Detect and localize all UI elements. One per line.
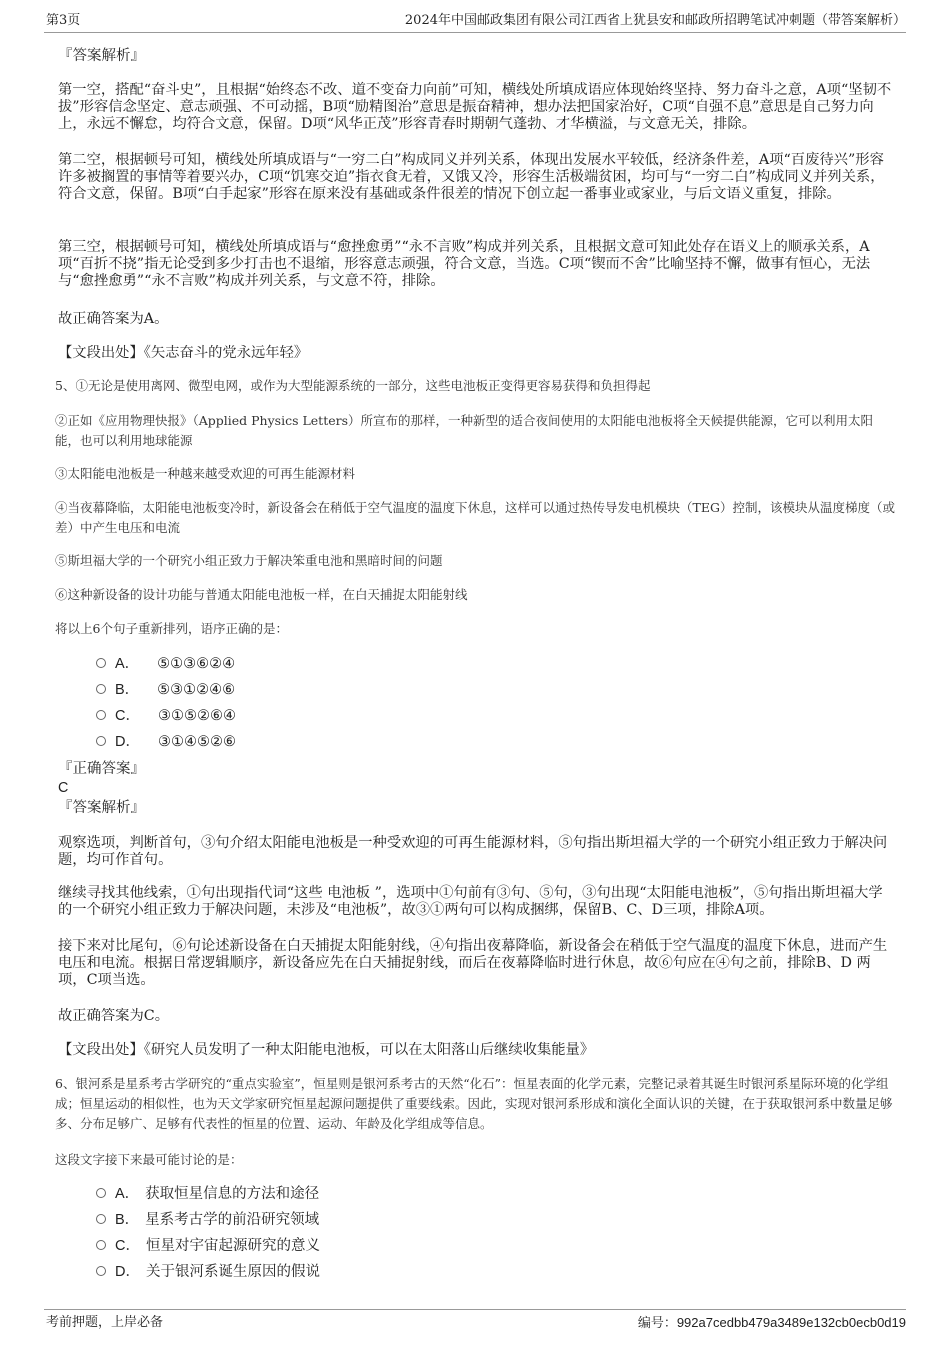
q5-analysis-p1: 观察选项，判断首句，③句介绍太阳能电池板是一种受欢迎的可再生能源材料，⑤句指出斯坦福大学的一个研究小组正致力于解决问题，均可作首句。	[58, 835, 888, 868]
q4-analysis-label: 『答案解析』	[58, 48, 145, 64]
q5-prompt: 将以上6个句子重新排列，语序正确的是：	[55, 621, 288, 636]
radio-icon[interactable]	[96, 736, 106, 746]
q5-sentence-5: ⑤斯坦福大学的一个研究小组正致力于解决笨重电池和黑暗时间的问题	[55, 553, 443, 568]
q5-sentence-3: ③太阳能电池板是一种越来越受欢迎的可再生能源材料	[55, 466, 356, 481]
q4-analysis-p2: 第二空，根据顿号可知，横线处所填成语与“一穷二白”构成同义并列关系，体现出发展水平较低，经济条件差，A项“百废待兴”形容许多被搁置的事情等着要兴办，C项“饥寒交迫”指衣食无着，又饿又冷，形容生活极端贫困，均可与“一穷二白”构成同义并列关系，符合文意，保留。B项“白手起家”形容在原来没有基础或条件很差的情况下创立起一番事业或家业，与后文语义重复，排除。	[58, 152, 885, 202]
radio-icon[interactable]	[96, 658, 106, 668]
radio-icon[interactable]	[96, 1266, 106, 1276]
q5-sentence-1: 5、①无论是使用离网、微型电网，或作为大型能源系统的一部分，这些电池板正变得更容易获得和负担得起	[55, 378, 651, 393]
q5-analysis-p3: 接下来对比尾句，⑥句论述新设备在白天捕捉太阳能射线，④句指出夜幕降临，新设备会在稍低于空气温度的温度下休息，进而产生电压和电流。根据日常逻辑顺序，新设备应先在白天捕捉射线，而后在夜幕降临时进行休息，故⑥句应在④句之前，排除B、D 两 项，C项当选。	[58, 938, 888, 988]
q5-sentence-2: ②正如《应用物理快报》（Applied Physics Letters）所宣布的那样，一种新型的适合夜间使用的太阳能电池板将全天候提供能源，它可以利用太阳能，也可以利用地球能源	[55, 413, 874, 448]
q5-sentence-4: ④当夜幕降临，太阳能电池板变冷时，新设备会在稍低于空气温度的温度下休息，这样可以通过热传导发电机模块（TEG）控制，该模块从温度梯度（或差）中产生电压和电流	[55, 500, 895, 535]
q6-stem: 6、银河系是星系考古学研究的“重点实验室”，恒星则是银河系考古的天然“化石”：恒星表面的化学元素，完整记录着其诞生时银河系星际环境的化学组成；恒星运动的相似性，也为天文学家研究恒星起源问题提供了重要线索。因此，实现对银河系形成和演化全面认识的关键，在于获取银河系中数量足够多、分布足够广、足够有代表性的恒星的位置、运动、年龄及化学组成等信息。	[55, 1076, 893, 1131]
q5-sentence-6: ⑥这种新设备的设计功能与普通太阳能电池板一样，在白天捕捉太阳能射线	[55, 587, 468, 602]
radio-icon[interactable]	[96, 1240, 106, 1250]
q6-option-a[interactable]: A． 获取恒星信息的方法和途径	[96, 1185, 319, 1203]
q4-source: 【文段出处】《矢志奋斗的党永远年轻》	[58, 345, 309, 361]
radio-icon[interactable]	[96, 710, 106, 720]
q4-analysis-p3: 第三空，根据顿号可知，横线处所填成语与“愈挫愈勇”“永不言败”构成并列关系，且根据文意可知此处存在语义上的顺承关系，A项“百折不挠”指无论受到多少打击也不退缩，形容意志顽强，符合文意，当选。C项“锲而不舍”比喻坚持不懈，做事有恒心，无法与“愈挫愈勇”“永不言败”构成并列关系，与文意不符，排除。	[58, 239, 871, 289]
page-number: 第3页	[46, 13, 81, 28]
q5-correct-answer-label: 『正确答案』	[58, 761, 145, 777]
q4-analysis-p1: 第一空，搭配“奋斗史”，且根据“始终态不改、道不变奋力向前”可知，横线处所填成语应体现始终坚持、努力奋斗之意，A项“坚韧不拔”形容信念坚定、意志顽强、不可动摇，B项“励精图治”意思是振奋精神，想办法把国家治好，C项“自强不息”意思是自己努力向上，永远不懈怠，均符合文意，保留。D项“风华正茂”形容青春时期朝气蓬勃、才华横溢，与文意无关，排除。	[58, 82, 892, 132]
radio-icon[interactable]	[96, 1188, 106, 1198]
document-title: 2024年中国邮政集团有限公司江西省上犹县安和邮政所招聘笔试冲刺题（带答案解析）	[404, 13, 906, 28]
footer-slogan: 考前押题，上岸必备	[46, 1315, 164, 1330]
q5-analysis-p2: 继续寻找其他线索，①句出现指代词“这些 电池板 ”，选项中①句前有③句、⑤句，③句出现“太阳能电池板”，⑤句指出斯坦福大学的一个研究小组正致力于解决问题，未涉及“电池板”，故③①两句可以构成捆绑，保留B、C、D三项，排除A项。	[58, 885, 883, 918]
footer-code: 编号：992a7cedbb479a3489e132cb0ecb0d19	[637, 1315, 906, 1331]
q6-option-d[interactable]: D． 关于银河系诞生原因的假说	[96, 1263, 320, 1281]
page-footer	[44, 1309, 906, 1331]
radio-icon[interactable]	[96, 1214, 106, 1224]
q6-option-c[interactable]: C． 恒星对宇宙起源研究的意义	[96, 1237, 320, 1255]
q5-option-d[interactable]: D． ③①④⑤②⑥	[96, 733, 236, 751]
q5-analysis-label: 『答案解析』	[58, 800, 145, 816]
q5-option-b[interactable]: B． ⑤③①②④⑥	[96, 681, 235, 699]
page-header	[44, 12, 906, 33]
q6-option-b[interactable]: B． 星系考古学的前沿研究领域	[96, 1211, 319, 1229]
q5-answer-line: 故正确答案为C。	[58, 1008, 170, 1024]
q4-answer-line: 故正确答案为A。	[58, 311, 169, 327]
q6-prompt: 这段文字接下来最可能讨论的是：	[55, 1152, 243, 1167]
q5-option-c[interactable]: C． ③①⑤②⑥④	[96, 707, 236, 725]
radio-icon[interactable]	[96, 684, 106, 694]
q5-source: 【文段出处】《研究人员发明了一种太阳能电池板，可以在太阳落山后继续收集能量》	[58, 1042, 595, 1058]
q5-correct-answer: C	[58, 780, 69, 796]
q5-option-a[interactable]: A． ⑤①③⑥②④	[96, 655, 235, 673]
